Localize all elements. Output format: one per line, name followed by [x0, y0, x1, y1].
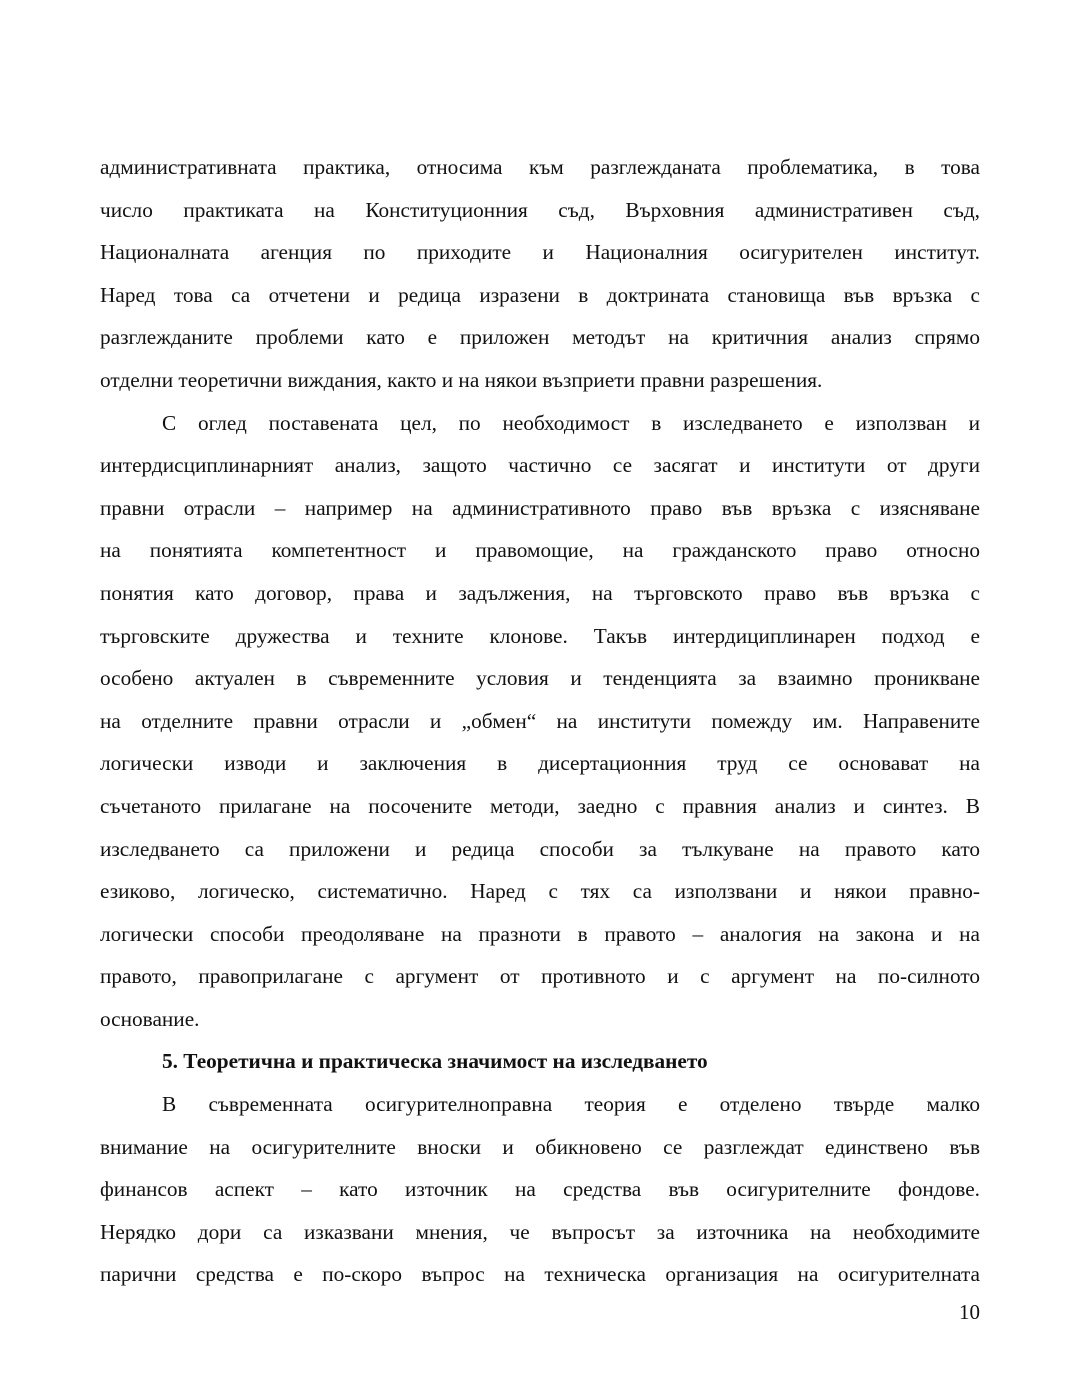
text-line: езиково, логическо, систематично. Наред с тях са използвани и някои правно- [100, 879, 980, 904]
text-line: основание. [100, 1006, 200, 1031]
paragraph-1 [100, 146, 980, 402]
paragraph-2 [100, 402, 980, 1041]
body-text [100, 146, 980, 1296]
text-line: на понятията компетентност и правомощие, на гражданското право относно [100, 538, 980, 563]
text-line: на отделните правни отрасли и „обмен“ на институти помежду им. Направените [100, 708, 980, 733]
text-line: Нерядко дори са изказвани мнения, че въпросът за източника на необходимите [100, 1219, 980, 1244]
text-line: изследването са приложени и редица способи за тълкуване на правото като [100, 836, 980, 861]
paragraph-3 [100, 1083, 980, 1296]
text-line: отделни теоретични виждания, както и на някои възприети правни разрешения. [100, 367, 823, 392]
text-line: В съвременната осигурителноправна теория е отделено твърде малко [162, 1092, 980, 1117]
text-line: С оглед поставената цел, по необходимост в изследването е използван и [162, 410, 980, 435]
text-line: финансов аспект – като източник на средства във осигурителните фондове. [100, 1177, 980, 1202]
text-line: административната практика, относима към разглежданата проблематика, в това [100, 155, 980, 179]
text-line: Националната агенция по приходите и Националния осигурителен институт. [100, 240, 980, 265]
text-line: Наред това са отчетени и редица изразени в доктрината становища във връзка с [100, 282, 980, 307]
text-line: понятия като договор, права и задължения, на търговското право във връзка с [100, 580, 980, 605]
text-line: число практиката на Конституционния съд, Върховния административен съд, [100, 197, 980, 222]
page-number: 10 [959, 1300, 980, 1324]
text-line: внимание на осигурителните вноски и обикновено се разглеждат единствено във [100, 1134, 980, 1159]
text-line: интердисциплинарният анализ, защото частично се засягат и институти от други [100, 453, 980, 478]
text-line: правни отрасли – например на административното право във връзка с изясняване [100, 495, 980, 520]
text-line: правото, правоприлагане с аргумент от противното и с аргумент на по-силното [100, 964, 980, 989]
text-line: парични средства е по-скоро въпрос на техническа организация на осигурителната [100, 1262, 980, 1287]
text-line: логически способи преодоляване на празноти в правото – аналогия на закона и на [100, 921, 980, 946]
text-line: логически изводи и заключения в дисертационния труд се основават на [100, 751, 980, 776]
text-line: търговските дружества и техните клонове. Такъв интердициплинарен подход е [100, 623, 980, 648]
text-line: особено актуален в съвременните условия и тенденцията за взаимно проникване [100, 666, 980, 691]
text-line: разглежданите проблеми като е приложен методът на критичния анализ спрямо [100, 325, 980, 350]
text-line: съчетаното прилагане на посочените методи, заедно с правния анализ и синтез. В [100, 793, 980, 818]
section-heading: 5. Теоретична и практическа значимост на изследването [162, 1049, 708, 1074]
